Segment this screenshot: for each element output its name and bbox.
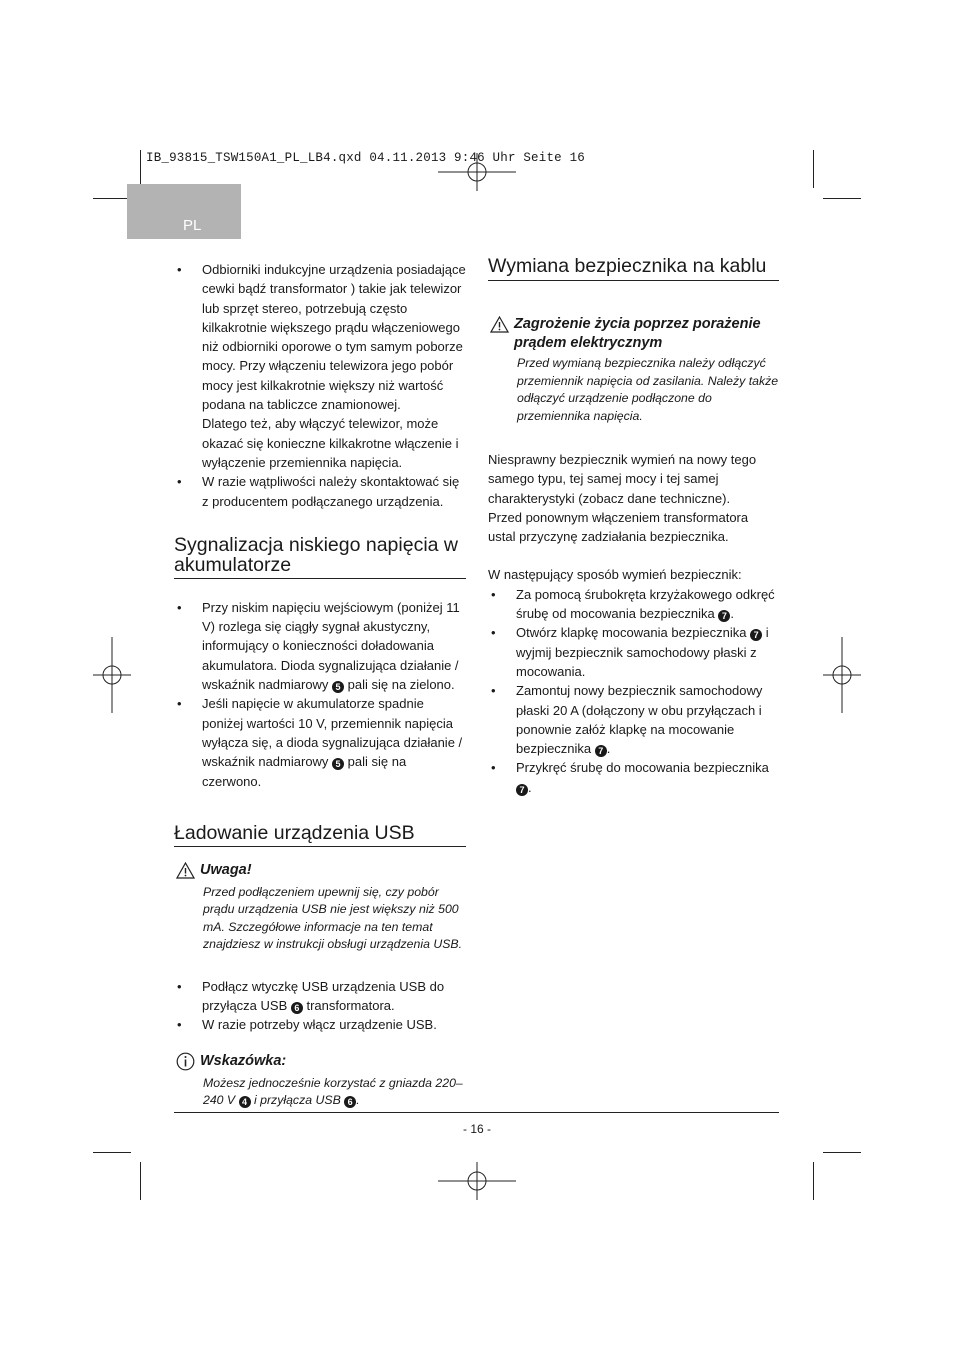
warning-title: Uwaga!: [200, 861, 252, 878]
warning-triangle-icon: [176, 862, 195, 879]
crop-mark: [823, 198, 861, 199]
print-file-info: IB_93815_TSW150A1_PL_LB4.qxd 04.11.2013 9:46 Uhr Seite 16: [146, 151, 585, 165]
intro-bullet-list-2: [174, 472, 466, 511]
crop-mark: [93, 1152, 131, 1153]
text-run: Za pomocą śrubokręta krzyżakowego odkręć śrubę od mocowania bezpiecznika: [516, 586, 775, 622]
text-run: Podłącz wtyczkę USB urządzenia USB do przyłącza USB: [202, 978, 445, 1014]
text-run: pali się na czerwono.: [202, 754, 407, 789]
reference-number-badge: 6: [291, 1002, 303, 1014]
hint-text: [174, 1075, 466, 1110]
text-run: .: [528, 779, 532, 795]
text-run: .: [356, 1093, 360, 1108]
paragraph: W następujący sposób wymień bezpiecznik:: [488, 567, 742, 583]
section-title-fuse: Wymiana bezpiecznika na kablu: [488, 256, 779, 281]
text-run: Zamontuj nowy bezpiecznik samochodowy płaski 20 A (dołączony w obu przyłączach i ponownie załóż klapkę na mocowanie bezpiecznika: [516, 683, 763, 757]
info-circle-icon: [176, 1052, 195, 1071]
list-item: [488, 758, 779, 797]
warning-text: Przed podłączeniem upewnij się, czy pobór prądu urządzenia USB nie jest większy niż 500 mA. Szczegółowe informacje na ten temat znajdziesz w instrukcji obsługi urządzenia USB.: [203, 884, 463, 952]
crop-mark: [140, 150, 141, 188]
list-item: [488, 585, 779, 624]
crop-mark: [140, 1162, 141, 1200]
registration-mark-icon: [823, 637, 861, 713]
usb-bullets: [174, 977, 466, 1035]
danger-heading: [488, 315, 779, 353]
reference-number-badge: 4: [239, 1096, 251, 1108]
page-number: - 16 -: [462, 1122, 491, 1136]
fuse-steps: [488, 585, 779, 797]
hint-heading: [174, 1052, 466, 1071]
text-run: Przykręć śrubę do mocowania bezpiecznika: [516, 760, 769, 776]
crop-mark: [813, 1162, 814, 1200]
reference-number-badge: 7: [718, 610, 730, 622]
text-run: Otwórz klapkę mocowania bezpiecznika: [516, 625, 751, 641]
section-title-usb: Ładowanie urządzenia USB: [174, 823, 466, 847]
intro-bullet-list: [174, 260, 466, 414]
text-run: .: [730, 606, 734, 622]
text-run: .: [606, 741, 611, 757]
list-item: • Odbiorniki indukcyjne urządzenia posiadające cewki bądź transformator ) takie jak telewizor lub sprzęt stereo, potrzebują często kilkakrotnie większego prądu włączeniowego niż odbiorniki oporowe o tym samym poborze mocy. Przy włączeniu telewizora jego pobór mocy jest kilkakrotnie większy niż wartość podana na tabliczce znamionowej.: [174, 260, 466, 414]
reference-number-badge: 7: [516, 784, 528, 796]
crop-mark: [93, 198, 131, 199]
footer-divider: [174, 1112, 779, 1113]
text-run: transformatora.: [302, 998, 395, 1014]
crop-mark: [823, 1152, 861, 1153]
list-item: [488, 681, 779, 758]
list-item: [174, 977, 466, 1016]
text-run: i przyłącza USB: [250, 1093, 345, 1108]
hint-title: Wskazówka:: [200, 1052, 287, 1069]
section-title-low-voltage: Sygnalizacja niskiego napięcia w akumulatorze: [174, 535, 466, 579]
list-item: • W razie potrzeby włącz urządzenie USB.: [174, 1015, 466, 1034]
left-column: [174, 260, 466, 1110]
list-item: [488, 623, 779, 681]
reference-number-badge: 6: [344, 1096, 356, 1108]
text-run: Przy niskim napięciu wejściowym (poniżej 11 V) rozlega się ciągły sygnał akustyczny, informujący o konieczności doładowania akumulatora. Dioda sygnalizująca działanie / wskaźnik nadmiarowy: [202, 599, 460, 693]
text-run: Jeśli napięcie w akumulatorze spadnie poniżej wartości 10 V, przemiennik napięcia wyłącza się, a dioda sygnalizująca działanie / wskaźnik nadmiarowy: [202, 696, 463, 770]
reference-number-badge: 7: [750, 629, 762, 641]
right-column: [488, 256, 779, 797]
reference-number-badge: 5: [332, 681, 344, 693]
danger-title: Zagrożenie życia poprzez porażenie prądem elektrycznym: [514, 316, 761, 351]
list-item-continuation: Dlatego też, aby włączyć telewizor, może okazać się konieczne kilkakrotne włączenie i wyłączenie przemiennika napięcia.: [202, 416, 459, 470]
warning-triangle-icon: [490, 316, 509, 333]
paragraph: Niesprawny bezpiecznik wymień na nowy tego samego typu, tej samej mocy i tej samej charakterystyki (zobacz dane techniczne).: [488, 452, 757, 506]
text-run: Możesz jednocześnie korzystać z gniazda 220–240 V: [203, 1075, 463, 1108]
low-voltage-bullets: [174, 598, 466, 791]
registration-mark-icon: [438, 1162, 516, 1200]
reference-number-badge: 5: [332, 758, 344, 770]
text-run: pali się na zielono.: [344, 677, 455, 693]
text-run: i wyjmij bezpiecznik samochodowy płaski z mocowania.: [516, 625, 769, 679]
warning-heading: [174, 861, 466, 880]
danger-text: Przed wymianą bezpiecznika należy odłączyć przemiennik napięcia od zasilania. Należy także odłączyć urządzenie podłączone do przemiennika napięcia.: [517, 356, 779, 423]
list-item: [174, 598, 466, 694]
crop-mark: [813, 150, 814, 188]
language-tab: [127, 184, 241, 239]
language-label: PL: [183, 217, 202, 234]
list-item: [174, 694, 466, 790]
reference-number-badge: 7: [595, 745, 607, 757]
registration-mark-icon: [93, 637, 131, 713]
paragraph: Przed ponownym włączeniem transformatora ustal przyczynę zadziałania bezpiecznika.: [488, 509, 749, 545]
list-item: • W razie wątpliwości należy skontaktować się z producentem podłączanego urządzenia.: [174, 472, 466, 511]
